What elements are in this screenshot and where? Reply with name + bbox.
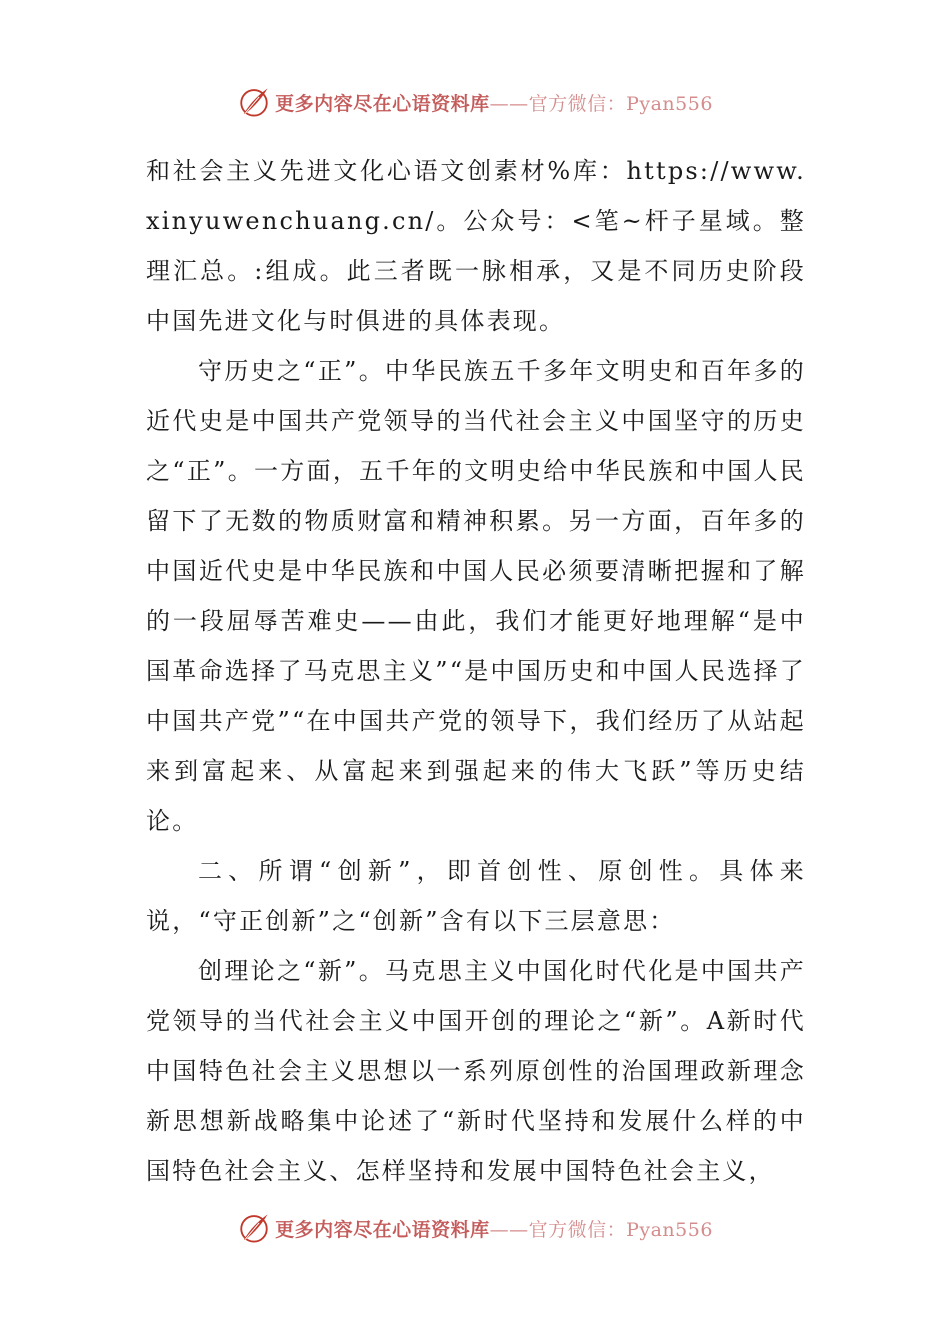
quill-logo-icon — [237, 85, 271, 119]
document-body — [146, 146, 806, 1196]
footer-promo-banner — [0, 1208, 950, 1248]
paragraph-3: 二、所谓“创新”，即首创性、原创性。具体来说，“守正创新”之“创新”含有以下三层意思： — [146, 857, 806, 935]
paragraph-1: 和社会主义先进文化心语文创素材%库：https://www.xinyuwenchuang.cn/。公众号：<笔~杆子星域。整理汇总。:组成。此三者既一脉相承，又是不同历史阶段中国先进文化与时俱进的具体表现。 — [146, 157, 806, 335]
paragraph-2: 守历史之“正”。中华民族五千多年文明史和百年多的近代史是中国共产党领导的当代社会主义中国坚守的历史之“正”。一方面，五千年的文明史给中华民族和中国人民留下了无数的物质财富和精神积累。另一方面，百年多的中国近代史是中华民族和中国人民必须要清晰把握和了解的一段屈辱苦难史——由此，我们才能更好地理解“是中国革命选择了马克思主义”“是中国历史和中国人民选择了中国共产党”“在中国共产党的领导下，我们经历了从站起来到富起来、从富起来到强起来的伟大飞跃”等历史结论。 — [146, 357, 806, 835]
header-promo-text — [275, 89, 713, 116]
header-promo-dash: —— — [489, 92, 529, 115]
paragraph-4: 创理论之“新”。马克思主义中国化时代化是中国共产党领导的当代社会主义中国开创的理论之“新”。A新时代中国特色社会主义思想以一系列原创性的治国理政新理念新思想新战略集中论述了“新时代坚持和发展什么样的中国特色社会主义、怎样坚持和发展中国特色社会主义， — [146, 957, 806, 1185]
footer-promo-text — [275, 1215, 713, 1242]
quill-logo-icon — [237, 1211, 271, 1245]
header-promo-main: 更多内容尽在心语资料库 — [275, 92, 490, 115]
footer-promo-tail: 官方微信：Pyan556 — [528, 1218, 713, 1241]
footer-promo-dash: —— — [489, 1218, 529, 1241]
footer-promo-main: 更多内容尽在心语资料库 — [275, 1218, 490, 1241]
header-promo-banner — [0, 82, 950, 122]
header-promo-tail: 官方微信：Pyan556 — [528, 92, 713, 115]
